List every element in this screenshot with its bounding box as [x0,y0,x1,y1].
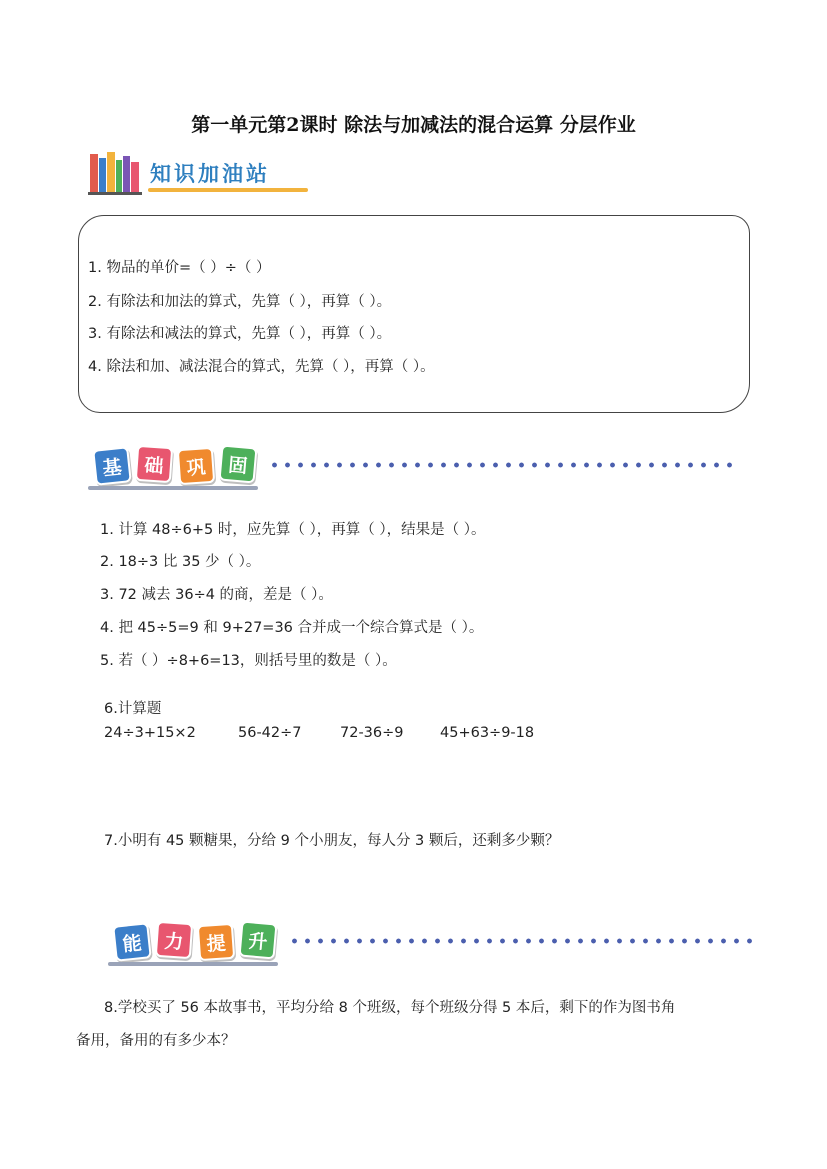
basic-dots [268,462,738,468]
basic-banner [88,442,748,494]
question-3: 3. 72 减去 36÷4 的商，差是（ ）。 [100,587,333,603]
question-8-line-1: 8.学校买了 56 本故事书，平均分给 8 个班级，每个班级分得 5 本后，剩下的作为图书角 [104,1000,676,1016]
ability-dots [288,938,758,944]
knowledge-banner [88,150,318,198]
ability-tile-4: 升 [238,920,277,959]
knowledge-box [78,215,750,413]
basic-underline [88,486,258,490]
knowledge-heading: 知识加油站 [150,162,270,186]
question-2: 2. 18÷3 比 35 少（ ）。 [100,554,261,570]
calc-expr-1: 24÷3+15×2 [104,725,196,741]
basic-tile-3: 巩 [177,447,215,485]
books-icon [88,150,142,196]
question-6-label: 6.计算题 [104,701,162,717]
knowledge-item-4: 4. 除法和加、减法混合的算式，先算（ ），再算（ ）。 [88,359,435,375]
basic-tile-1: 基 [92,446,132,486]
knowledge-item-2: 2. 有除法和加法的算式，先算（ ），再算（ ）。 [88,294,392,310]
ability-tile-3: 提 [197,923,235,961]
question-7: 7.小明有 45 颗糖果，分给 9 个小朋友，每人分 3 颗后，还剩多少颗？ [104,833,560,849]
page-title: 第一单元第2课时 除法与加减法的混合运算 分层作业 [191,114,636,136]
calc-expr-3: 72-36÷9 [340,725,404,741]
knowledge-underline [148,188,308,192]
basic-tile-2: 础 [135,445,173,483]
question-8-line-2: 备用，备用的有多少本？ [76,1033,236,1049]
ability-tile-1: 能 [112,922,152,962]
basic-tile-4: 固 [218,444,257,483]
ability-banner [108,918,768,970]
question-5: 5. 若（ ）÷8+6=13，则括号里的数是（ ）。 [100,653,397,669]
calc-expr-2: 56-42÷7 [238,725,302,741]
knowledge-item-3: 3. 有除法和减法的算式，先算（ ），再算（ ）。 [88,326,392,342]
question-1: 1. 计算 48÷6+5 时，应先算（ ），再算（ ），结果是（ ）。 [100,522,486,538]
ability-tile-2: 力 [155,921,193,959]
calc-expr-4: 45+63÷9-18 [440,725,535,741]
question-4: 4. 把 45÷5=9 和 9+27=36 合并成一个综合算式是（ ）。 [100,620,484,636]
knowledge-item-1: 1. 物品的单价=（ ）÷（ ） [88,260,271,276]
ability-underline [108,962,278,966]
